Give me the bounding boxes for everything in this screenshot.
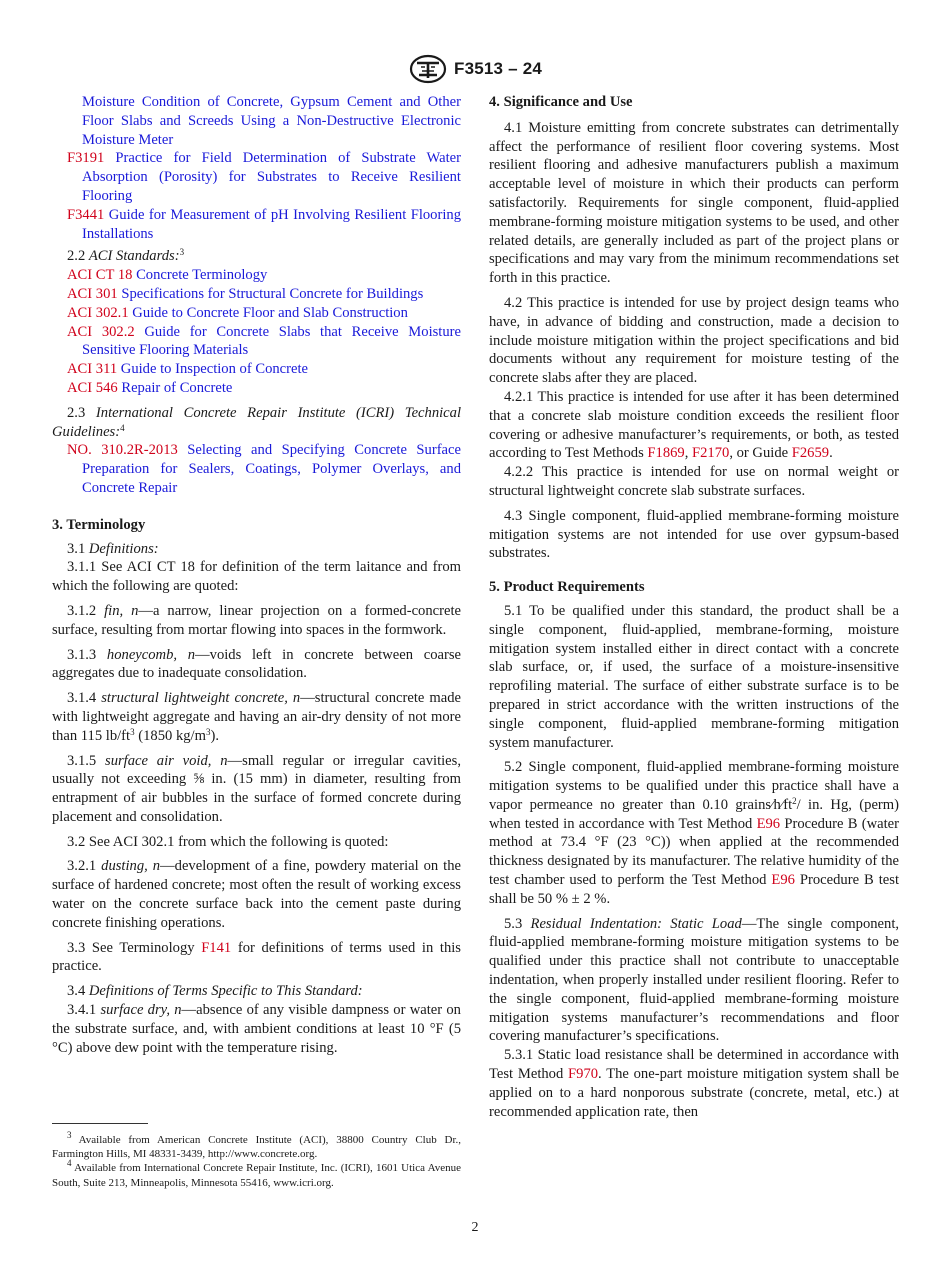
icri-heading: 2.3 International Concrete Repair Institute (ICRI) Technical Guidelines:$^4$ — [52, 404, 461, 440]
ref-code[interactable]: ACI CT 18 — [67, 267, 133, 284]
paragraph: 5.3 Residual Indentation: Static Load—The single component, fluid-applied membrane-forming moisture mitigation systems to be qualified under this practice shall not contribute to unacceptable indentation, when properly installed under resilient flooring. Refer to the single component, fluid-applied membrane-forming moisture mitigation systems manufacturer’s recommendations and floor covering manufacturer’s specifications. — [489, 915, 900, 1045]
footnote-rule — [52, 1123, 148, 1124]
section-heading: 5. Product Requirements — [489, 579, 645, 596]
ref-link[interactable]: F1869 — [647, 445, 685, 462]
section-heading: 4. Significance and Use — [489, 94, 633, 110]
ref-code[interactable]: F3191 — [67, 150, 105, 167]
ref-code[interactable]: ACI 302.1 — [67, 304, 129, 321]
ref-link[interactable]: F141 — [201, 939, 232, 956]
paragraph: 4.1 Moisture emitting from concrete substrates can detrimentally affect the performance of resilient floor covering systems. Most resilient flooring and adhesive manufacturers publish a maximum acceptable level of moisture in which their products can perform satisfactorily. Requirements for single component, fluid-applied membrane-forming moisture mitigation systems to be used, and other related details, are generally included as part of the project plans or specifications and may vary from the minimum recommendations set forth in this practice. — [489, 119, 899, 287]
aci-ref — [52, 285, 461, 304]
paragraph: 3.3 See Terminology F141 for definitions of terms used in this practice. — [52, 939, 461, 975]
ref-title[interactable]: Selecting and Specifying Concrete Surface Preparation for Sealers, Coatings, Polymer Overlays, and Concrete Repair — [82, 442, 461, 496]
definition: 3.1.5 surface air void, n—small regular or irregular cavities, usually not exceeding ⅝ in. (15 mm) in diameter, resulting from entrapment of air bubbles in the surface of formed concrete during placement and consolidation. — [52, 752, 461, 825]
footnote: $^3$ Available from American Concrete Institute (ACI), 38800 Country Club Dr., Farmington Hills, MI 48331-3439, http://www.concrete.org. — [52, 1130, 461, 1161]
aci-ref — [52, 304, 461, 323]
ref-code[interactable]: ACI 301 — [67, 285, 118, 302]
paragraph: 3.2 See ACI 302.1 from which the following is quoted: — [67, 833, 389, 850]
ref-f3441 — [52, 206, 461, 244]
paragraph: 5.1 To be qualified under this standard, the product shall be a single component, fluid-applied, membrane-forming, moisture mitigation system installed either in direct contact with a concrete slab surface, or, if used, the surface of a moisture-insensitive reprofiling material. The surface of either substrate surface is to be prepared in strict accordance with the written instructions of the single component, fluid-applied membrane-forming mitigation system manufacturer. — [489, 602, 899, 751]
page-number: 2 — [471, 1220, 479, 1235]
paragraph: 4.3 Single component, fluid-applied membrane-forming moisture mitigation systems are not intended for use over gypsum-based substrates. — [489, 507, 899, 562]
ref-code[interactable]: NO. 310.2R-2013 — [67, 442, 178, 459]
ref-link[interactable]: E96 — [756, 815, 781, 832]
ref-code[interactable]: F3441 — [67, 206, 105, 223]
definition: 3.2.1 dusting, n—development of a fine, powdery material on the surface of hardened concrete; most often the result of working excess water on the concrete surface back into the cement paste during concrete finishing operations. — [52, 858, 461, 931]
definitions-heading: 3.4 Definitions of Terms Specific to This Standard: — [67, 983, 363, 1000]
ref-continued: Moisture Condition of Concrete, Gypsum Cement and Other Floor Slabs and Screeds Using a Non-Destructive Electronic Moisture Meter — [82, 94, 461, 148]
definitions-heading: 3.1 Definitions: — [67, 540, 159, 557]
definition: 3.1.3 honeycomb, n—voids left in concrete between coarse aggregates due to inadequate consolidation. — [52, 646, 461, 682]
ref-title[interactable]: Practice for Field Determination of Substrate Water Absorption (Porosity) for Substrates to Receive Resilient Flooring — [82, 150, 461, 204]
ref-link[interactable]: F2659 — [791, 445, 830, 462]
ref-title[interactable]: Specifications for Structural Concrete for Buildings — [117, 285, 424, 302]
ref-code[interactable]: ACI 546 — [67, 379, 118, 396]
ref-title[interactable]: Concrete Terminology — [132, 267, 268, 284]
ref-title[interactable]: Guide to Concrete Floor and Slab Construction — [128, 304, 408, 321]
paragraph: 5.2 Single component, fluid-applied membrane-forming moisture mitigation systems to be qualified under this practice shall have a vapor permeance no greater than 0.10 $grains⁄h⁄ft^2/$ in. Hg, (perm) when tested in accordance with Test Method E96 Procedure B (water method at 73.4 °F (23 °C)) when applied at the recommended thickness designated by its manufacturer. The relative humidity of the test chamber used to perform the Test Method E96 Procedure B test shall be 50 % ± 2 %. — [489, 759, 900, 907]
definition: 3.4.1 surface dry, n—absence of any visible dampness or water on the substrate surface, and, with ambient conditions at least 10 °F (5 °C) above dew point with the temperature rising. — [52, 1002, 461, 1056]
right-column — [489, 93, 899, 1121]
ref-link[interactable]: F2170 — [692, 445, 730, 462]
definition: 3.1.2 fin, n—a narrow, linear projection on a formed-concrete surface, resulting from mortar flowing into spaces in the formwork. — [52, 602, 462, 638]
ref-f3191 — [52, 149, 461, 205]
aci-standards-heading: 2.2 ACI Standards:$^3$ — [67, 247, 185, 265]
paragraph: 5.3.1 Static load resistance shall be determined in accordance with Test Method F970. The one-part moisture mitigation system shall be applied on to a hard nonporous substrate (concrete, metal, etc.) at recommended application rate, then — [489, 1047, 899, 1120]
ref-code[interactable]: ACI 302.2 — [67, 323, 135, 340]
paragraph: 3.1.1 See ACI CT 18 for definition of the term laitance and from which the following are quoted: — [52, 559, 461, 595]
ref-title[interactable]: Guide for Concrete Slabs that Receive Moisture Sensitive Flooring Materials — [82, 323, 461, 359]
ref-link[interactable]: E96 — [771, 872, 795, 889]
aci-ref — [52, 379, 461, 398]
icri-ref — [52, 441, 461, 497]
ref-link[interactable]: F970 — [568, 1066, 599, 1083]
paragraph: 4.2 This practice is intended for use by project design teams who have, in advance of bidding and construction, made a decision to include moisture mitigation within the project specifications and bid documents without any requirement for moisture testing of the concrete slabs after they are placed. — [489, 294, 899, 387]
footnotes — [52, 1130, 461, 1190]
paragraph: 4.2.2 This practice is intended for use on normal weight or structural lightweight concrete slab substrate surfaces. — [489, 464, 899, 499]
page-header — [0, 54, 950, 84]
section-heading: 3. Terminology — [52, 516, 146, 533]
ref-title[interactable]: Repair of Concrete — [117, 379, 233, 396]
aci-ref — [52, 323, 461, 361]
aci-ref — [52, 266, 461, 285]
left-column — [52, 93, 461, 1057]
paragraph: 4.2.1 This practice is intended for use after it has been determined that a concrete slab moisture condition exceeds the resilient floor covering or adhesive manufacturer’s requirements, or both, as tested according to Test Methods F1869, F2170, or Guide F2659. — [489, 388, 899, 462]
astm-logo-icon — [408, 54, 448, 84]
aci-ref — [52, 360, 461, 379]
ref-code[interactable]: ACI 311 — [67, 361, 118, 378]
standard-designation: F3513 – 24 — [453, 59, 542, 78]
definition: 3.1.4 structural lightweight concrete, n—structural concrete made with lightweight aggregate and having an air-dry density of not more than 115 $lb/ft^3$ (1850 $kg/m^3$). — [52, 690, 461, 744]
footnote: $^4$ Available from International Concrete Repair Institute, Inc. (ICRI), 1601 Utica Avenue South, Suite 213, Minneapolis, Minnesota 55416, www.icri.org. — [52, 1158, 461, 1189]
ref-title[interactable]: Guide to Inspection of Concrete — [117, 361, 309, 378]
ref-title[interactable]: Guide for Measurement of pH Involving Resilient Flooring Installations — [82, 206, 461, 242]
